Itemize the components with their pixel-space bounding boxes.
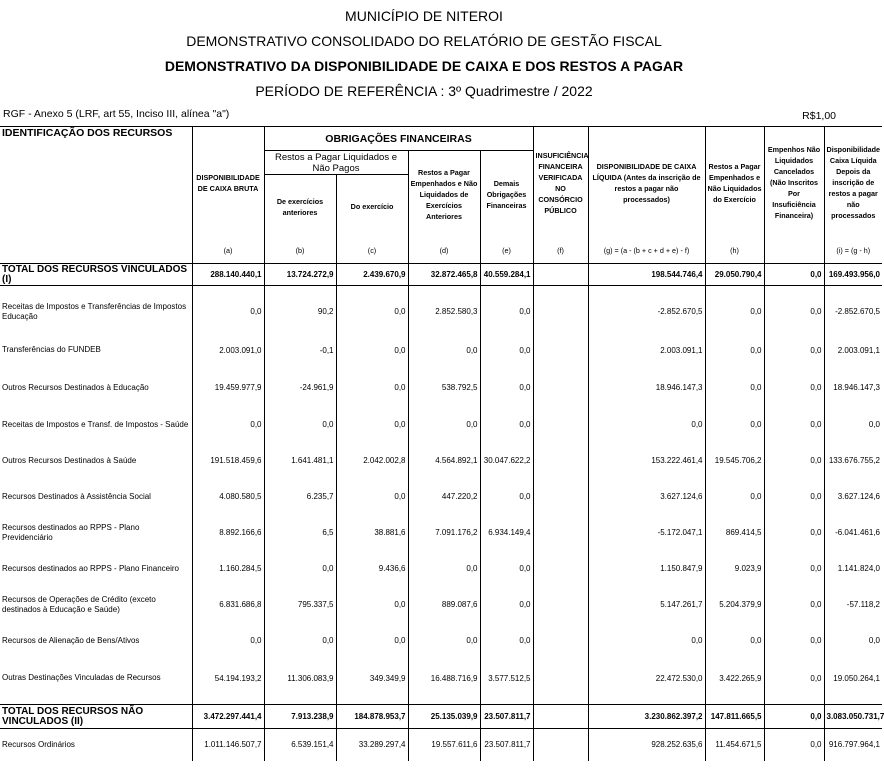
cell-a: 0,0 xyxy=(192,286,264,338)
cell-emp: 0,0 xyxy=(764,485,824,509)
cell-h: 0,0 xyxy=(705,338,764,363)
row-label: Recursos de Operações de Crédito (exceto destinados à Educação e Saúde) xyxy=(2,594,156,614)
cell-b: 90,2 xyxy=(264,286,336,338)
cell-emp: 0,0 xyxy=(764,509,824,557)
row-label: Recursos destinados ao RPPS - Plano Previdenciário xyxy=(2,522,140,542)
cell-d: 32.872.465,8 xyxy=(408,264,480,286)
cell-f xyxy=(533,485,588,509)
letter-emp xyxy=(764,239,824,264)
cell-f xyxy=(533,653,588,705)
cell-g: 5.147.261,7 xyxy=(588,581,705,629)
cell-a: 4.080.580,5 xyxy=(192,485,264,509)
cell-e: 0,0 xyxy=(480,581,533,629)
cell-h: 29.050.790,4 xyxy=(705,264,764,286)
table-row xyxy=(0,581,882,629)
letter-d: (d) xyxy=(408,239,480,264)
cell-i: 19.050.264,1 xyxy=(824,653,882,705)
cell-e: 23.507.811,7 xyxy=(480,729,533,761)
cell-d: 0,0 xyxy=(408,338,480,363)
header-col-f: INSUFICIÊNCIA FINANCEIRA VERIFICADA NO CONSÓRCIO PÚBLICO xyxy=(533,127,588,239)
cell-e: 0,0 xyxy=(480,629,533,653)
cell-i: 133.676.755,2 xyxy=(824,437,882,485)
row-label: Recursos Destinados à Assistência Social xyxy=(2,491,151,501)
row-label: TOTAL DOS RECURSOS VINCULADOS (I) xyxy=(0,264,192,286)
cell-c: 2.439.670,9 xyxy=(336,264,408,286)
cell-emp: 0,0 xyxy=(764,581,824,629)
row-label: Transferências do FUNDEB xyxy=(2,345,101,354)
cell-f xyxy=(533,557,588,581)
cell-a: 0,0 xyxy=(192,629,264,653)
cell-h: 0,0 xyxy=(705,485,764,509)
cell-c: 0,0 xyxy=(336,485,408,509)
cell-b: 0,0 xyxy=(264,413,336,437)
table-row xyxy=(0,286,882,338)
cell-a: 191.518.459,6 xyxy=(192,437,264,485)
cell-b: 6,5 xyxy=(264,509,336,557)
cell-emp: 0,0 xyxy=(764,729,824,761)
cell-c: 0,0 xyxy=(336,363,408,413)
annex-reference: RGF - Anexo 5 (LRF, art 55, Inciso III, alínea "a") xyxy=(3,108,230,120)
table-row xyxy=(0,437,882,485)
cell-b: 11.306.083,9 xyxy=(264,653,336,705)
cell-d: 447.220,2 xyxy=(408,485,480,509)
cell-e: 30.047.622,2 xyxy=(480,437,533,485)
table-row xyxy=(0,363,882,413)
cell-i: 169.493.956,0 xyxy=(824,264,882,286)
cell-c: 0,0 xyxy=(336,629,408,653)
cell-f xyxy=(533,509,588,557)
cell-emp: 0,0 xyxy=(764,557,824,581)
letter-f: (f) xyxy=(533,239,588,264)
cell-d: 889.087,6 xyxy=(408,581,480,629)
cell-g: 3.627.124,6 xyxy=(588,485,705,509)
cell-emp: 0,0 xyxy=(764,286,824,338)
cell-g: 2.003.091,1 xyxy=(588,338,705,363)
cell-e: 23.507.811,7 xyxy=(480,705,533,729)
letter-g: (g) = (a - (b + c + d + e) - f) xyxy=(588,239,705,264)
cell-a: 6.831.686,8 xyxy=(192,581,264,629)
cell-b: -0,1 xyxy=(264,338,336,363)
cell-emp: 0,0 xyxy=(764,629,824,653)
cell-c: 2.042.002,8 xyxy=(336,437,408,485)
cell-f xyxy=(533,286,588,338)
cell-c: 184.878.953,7 xyxy=(336,705,408,729)
header-col-h: Restos a Pagar Empenhados e Não Liquidados do Exercício xyxy=(705,127,764,239)
cell-g: 0,0 xyxy=(588,413,705,437)
cell-i: -2.852.670,5 xyxy=(824,286,882,338)
cell-d: 19.557.611,6 xyxy=(408,729,480,761)
cell-g: 928.252.635,6 xyxy=(588,729,705,761)
header-identification: IDENTIFICAÇÃO DOS RECURSOS xyxy=(0,127,192,239)
cell-b: 6.539.151,4 xyxy=(264,729,336,761)
cell-c: 0,0 xyxy=(336,286,408,338)
letter-i: (i) = (g - h) xyxy=(824,239,882,264)
row-label: TOTAL DOS RECURSOS NÃO VINCULADOS (II) xyxy=(0,705,192,729)
cell-f xyxy=(533,629,588,653)
header-col-c: Do exercício xyxy=(336,175,408,239)
cell-emp: 0,0 xyxy=(764,413,824,437)
cell-emp: 0,0 xyxy=(764,363,824,413)
cell-d: 0,0 xyxy=(408,413,480,437)
cell-f xyxy=(533,729,588,761)
cell-i: -6.041.461,6 xyxy=(824,509,882,557)
row-label: Outras Destinações Vinculadas de Recursos xyxy=(0,653,192,705)
cell-d: 4.564.892,1 xyxy=(408,437,480,485)
total-row xyxy=(0,705,882,729)
cell-i: 3.083.050.731,7 xyxy=(824,705,882,729)
table-body xyxy=(0,264,882,761)
cell-h: 0,0 xyxy=(705,413,764,437)
row-label: Recursos Ordinários xyxy=(2,739,75,749)
row-label: Receitas de Impostos e Transferências de Impostos Educação xyxy=(2,301,187,321)
cell-d: 16.488.716,9 xyxy=(408,653,480,705)
cell-a: 1.160.284,5 xyxy=(192,557,264,581)
cell-h: 19.545.706,2 xyxy=(705,437,764,485)
cell-f xyxy=(533,264,588,286)
header-financial-obligations: OBRIGAÇÕES FINANCEIRAS xyxy=(264,127,533,151)
cell-a: 3.472.297.441,4 xyxy=(192,705,264,729)
cell-h: 147.811.665,5 xyxy=(705,705,764,729)
row-label: Outros Recursos Destinados à Educação xyxy=(2,382,149,392)
letter-b: (b) xyxy=(264,239,336,264)
cell-g: 198.544.746,4 xyxy=(588,264,705,286)
table-header xyxy=(0,127,882,264)
cell-h: 0,0 xyxy=(705,286,764,338)
cell-g: 3.230.862.397,2 xyxy=(588,705,705,729)
cell-e: 40.559.284,1 xyxy=(480,264,533,286)
cell-g: 0,0 xyxy=(588,629,705,653)
header-col-i: Disponibilidade Caixa Líquida Depois da inscrição de restos a pagar não processados xyxy=(824,127,882,239)
cell-b: 0,0 xyxy=(264,557,336,581)
cell-e: 0,0 xyxy=(480,338,533,363)
cell-h: 3.422.265,9 xyxy=(705,653,764,705)
cell-d: 25.135.039,9 xyxy=(408,705,480,729)
cell-b: 795.337,5 xyxy=(264,581,336,629)
cell-i: 0,0 xyxy=(824,413,882,437)
cell-a: 288.140.440,1 xyxy=(192,264,264,286)
cell-e: 0,0 xyxy=(480,286,533,338)
cell-a: 2.003.091,0 xyxy=(192,338,264,363)
cell-f xyxy=(533,363,588,413)
cell-e: 0,0 xyxy=(480,557,533,581)
cell-emp: 0,0 xyxy=(764,705,824,729)
cell-g: 18.946.147,3 xyxy=(588,363,705,413)
row-label: Receitas de Impostos e Transf. de Impostos - Saúde xyxy=(2,419,189,429)
cell-b: 13.724.272,9 xyxy=(264,264,336,286)
row-label: Outros Recursos Destinados à Saúde xyxy=(2,455,137,465)
cell-g: -5.172.047,1 xyxy=(588,509,705,557)
header-col-emp: Empenhos Não Liquidados Cancelados (Não Inscritos Por Insuficiência Financeira) xyxy=(764,127,824,239)
cell-i: 2.003.091,1 xyxy=(824,338,882,363)
table-row xyxy=(0,629,882,653)
cell-b: 6.235,7 xyxy=(264,485,336,509)
letter-a: (a) xyxy=(192,239,264,264)
cell-b: 1.641.481,1 xyxy=(264,437,336,485)
cell-d: 538.792,5 xyxy=(408,363,480,413)
reference-period: PERÍODO DE REFERÊNCIA : 3º Quadrimestre / 2022 xyxy=(255,83,593,99)
cell-e: 0,0 xyxy=(480,485,533,509)
cell-h: 5.204.379,9 xyxy=(705,581,764,629)
cell-h: 0,0 xyxy=(705,629,764,653)
cell-i: 916.797.964,1 xyxy=(824,729,882,761)
table-row xyxy=(0,485,882,509)
cell-b: -24.961,9 xyxy=(264,363,336,413)
cell-a: 1.011.146.507,7 xyxy=(192,729,264,761)
cell-f xyxy=(533,413,588,437)
cell-c: 0,0 xyxy=(336,581,408,629)
table-row xyxy=(0,653,882,705)
total-row xyxy=(0,264,882,286)
cell-f xyxy=(533,338,588,363)
cell-f xyxy=(533,581,588,629)
letter-c: (c) xyxy=(336,239,408,264)
table-row xyxy=(0,509,882,557)
table-row xyxy=(0,729,882,761)
cell-c: 349.349,9 xyxy=(336,653,408,705)
header-col-e: Demais Obrigações Financeiras xyxy=(480,151,533,239)
header-liquidated-payables: Restos a Pagar Liquidados e Não Pagos xyxy=(264,151,408,175)
cell-emp: 0,0 xyxy=(764,437,824,485)
cell-d: 0,0 xyxy=(408,629,480,653)
cell-h: 0,0 xyxy=(705,363,764,413)
table-row xyxy=(0,338,882,363)
cell-c: 9.436,6 xyxy=(336,557,408,581)
cell-a: 0,0 xyxy=(192,413,264,437)
cell-i: -57.118,2 xyxy=(824,581,882,629)
cell-h: 11.454.671,5 xyxy=(705,729,764,761)
currency-unit: R$1,00 xyxy=(802,110,836,122)
cell-f xyxy=(533,705,588,729)
cell-emp: 0,0 xyxy=(764,653,824,705)
report-title: DEMONSTRATIVO CONSOLIDADO DO RELATÓRIO DE GESTÃO FISCAL xyxy=(186,33,662,49)
header-col-g: DISPONIBILIDADE DE CAIXA LÍQUIDA (Antes da inscrição de restos a pagar não processados) xyxy=(588,127,705,239)
cell-g: 1.150.847,9 xyxy=(588,557,705,581)
municipality-title: MUNICÍPIO DE NITEROI xyxy=(345,8,503,24)
cell-d: 0,0 xyxy=(408,557,480,581)
cell-c: 0,0 xyxy=(336,338,408,363)
cell-emp: 0,0 xyxy=(764,264,824,286)
row-label: Recursos destinados ao RPPS - Plano Financeiro xyxy=(2,563,179,573)
cell-h: 9.023,9 xyxy=(705,557,764,581)
cash-availability-table xyxy=(0,126,882,761)
cell-emp: 0,0 xyxy=(764,338,824,363)
letter-e: (e) xyxy=(480,239,533,264)
letter-h: (h) xyxy=(705,239,764,264)
header-col-a: DISPONIBILIDADE DE CAIXA BRUTA xyxy=(192,127,264,239)
cell-c: 33.289.297,4 xyxy=(336,729,408,761)
cell-a: 54.194.193,2 xyxy=(192,653,264,705)
cell-g: -2.852.670,5 xyxy=(588,286,705,338)
cell-g: 153.222.461,4 xyxy=(588,437,705,485)
cell-i: 0,0 xyxy=(824,629,882,653)
row-label: Recursos de Alienação de Bens/Ativos xyxy=(2,635,140,645)
cell-h: 869.414,5 xyxy=(705,509,764,557)
cell-e: 6.934.149,4 xyxy=(480,509,533,557)
cell-a: 8.892.166,6 xyxy=(192,509,264,557)
cell-c: 38.881,6 xyxy=(336,509,408,557)
statement-title: DEMONSTRATIVO DA DISPONIBILIDADE DE CAIXA E DOS RESTOS A PAGAR xyxy=(164,58,684,74)
table-row xyxy=(0,557,882,581)
header-col-d: Restos a Pagar Empenhados e Não Liquidados de Exercícios Anteriores xyxy=(408,151,480,239)
cell-b: 7.913.238,9 xyxy=(264,705,336,729)
cell-e: 3.577.512,5 xyxy=(480,653,533,705)
header-col-b: De exercícios anteriores xyxy=(264,175,336,239)
table-row xyxy=(0,413,882,437)
cell-e: 0,0 xyxy=(480,363,533,413)
cell-d: 7.091.176,2 xyxy=(408,509,480,557)
cell-c: 0,0 xyxy=(336,413,408,437)
cell-d: 2.852.580,3 xyxy=(408,286,480,338)
cell-i: 18.946.147,3 xyxy=(824,363,882,413)
cell-g: 22.472.530,0 xyxy=(588,653,705,705)
cell-b: 0,0 xyxy=(264,629,336,653)
cell-a: 19.459.977,9 xyxy=(192,363,264,413)
cell-i: 1.141.824,0 xyxy=(824,557,882,581)
cell-f xyxy=(533,437,588,485)
cell-i: 3.627.124,6 xyxy=(824,485,882,509)
cell-e: 0,0 xyxy=(480,413,533,437)
